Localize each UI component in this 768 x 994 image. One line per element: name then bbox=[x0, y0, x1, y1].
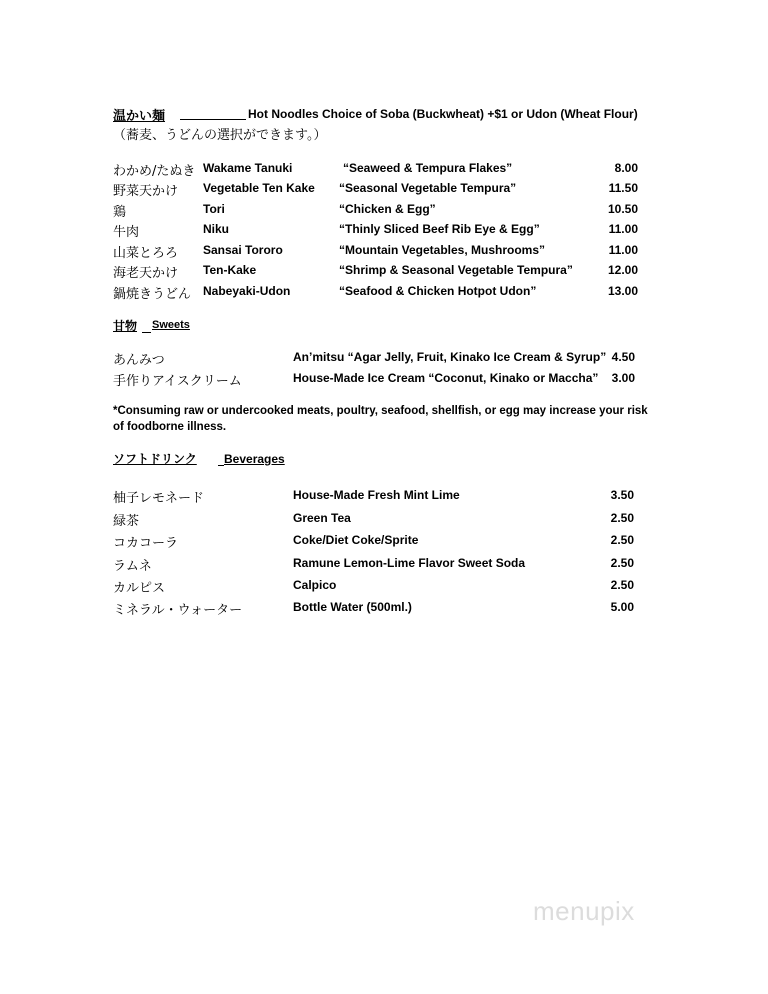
hot-noodles-title-jp: 温かい麺 bbox=[113, 109, 166, 124]
item-name: Calpico bbox=[293, 578, 337, 592]
item-name: Ramune Lemon-Lime Flavor Sweet Soda bbox=[293, 556, 526, 570]
item-price: 13.00 bbox=[607, 284, 638, 298]
item-price: 2.50 bbox=[610, 556, 634, 570]
item-jp: 柚子レモネード bbox=[113, 491, 205, 506]
item-name: Coke/Diet Coke/Sprite bbox=[293, 533, 419, 547]
item-jp: ラムネ bbox=[113, 559, 152, 574]
item-jp: ミネラル・ウォーター bbox=[113, 603, 243, 618]
item-jp: 牛肉 bbox=[113, 225, 140, 240]
item-desc: “Thinly Sliced Beef Rib Eye & Egg” bbox=[339, 222, 540, 236]
item-jp: 山菜とろろ bbox=[113, 246, 179, 261]
item-name: Tori bbox=[203, 202, 225, 216]
item-name: House-Made Fresh Mint Lime bbox=[293, 488, 460, 502]
item-desc: “Seasonal Vegetable Tempura” bbox=[339, 181, 517, 195]
item-price: 3.00 bbox=[611, 371, 635, 385]
item-name: Vegetable Ten Kake bbox=[203, 181, 315, 195]
item-desc: “Shrimp & Seasonal Vegetable Tempura” bbox=[339, 263, 573, 277]
beverages-title-en: Beverages bbox=[224, 452, 285, 466]
item-desc: “Seaweed & Tempura Flakes” bbox=[343, 161, 513, 175]
sweets-title-jp: 甘物 bbox=[113, 319, 138, 333]
item-price: 11.00 bbox=[608, 243, 638, 257]
item-price: 2.50 bbox=[610, 533, 634, 547]
item-name: Nabeyaki-Udon bbox=[203, 284, 291, 298]
item-jp: 手作りアイスクリーム bbox=[113, 374, 242, 389]
item-jp: 海老天かけ bbox=[113, 266, 179, 281]
item-name: Ten-Kake bbox=[203, 263, 257, 277]
item-price: 11.50 bbox=[608, 181, 638, 195]
item-text: An’mitsu “Agar Jelly, Fruit, Kinako Ice Cream & Syrup” bbox=[293, 350, 607, 364]
item-jp: わかめ/たぬき bbox=[113, 164, 196, 179]
item-name: Sansai Tororo bbox=[203, 243, 283, 257]
item-price: 5.00 bbox=[610, 600, 634, 614]
item-price: 2.50 bbox=[610, 578, 634, 592]
title-underline bbox=[142, 332, 151, 333]
item-jp: 野菜天かけ bbox=[113, 184, 179, 199]
hot-noodles-title-en: Hot Noodles Choice of Soba (Buckwheat) +$1 or Udon (Wheat Flour) bbox=[248, 107, 638, 121]
item-desc: “Mountain Vegetables, Mushrooms” bbox=[339, 243, 546, 257]
item-name: Green Tea bbox=[293, 511, 351, 525]
item-jp: 鍋焼きうどん bbox=[113, 287, 192, 302]
item-price: 10.50 bbox=[607, 202, 638, 216]
item-jp: あんみつ bbox=[113, 353, 165, 368]
item-text: House-Made Ice Cream “Coconut, Kinako or Maccha” bbox=[293, 371, 599, 385]
item-price: 8.00 bbox=[614, 161, 638, 175]
title-underline bbox=[180, 119, 246, 120]
beverages-title-jp: ソフトドリンク bbox=[113, 452, 197, 466]
item-jp: 緑茶 bbox=[113, 514, 140, 529]
item-price: 3.50 bbox=[610, 488, 634, 502]
item-name: Bottle Water (500ml.) bbox=[293, 600, 412, 614]
item-price: 12.00 bbox=[607, 263, 638, 277]
hot-noodles-subtitle-jp: （蕎麦、うどんの選択ができます。） bbox=[113, 128, 327, 143]
item-name: Niku bbox=[203, 222, 230, 236]
item-price: 4.50 bbox=[611, 350, 635, 364]
raw-food-notice: *Consuming raw or undercooked meats, poultry, seafood, shellfish, or egg may increase your risk of foodborne illness. bbox=[113, 405, 648, 433]
item-name: Wakame Tanuki bbox=[203, 161, 293, 175]
item-jp: 鶏 bbox=[113, 205, 127, 220]
item-jp: コカコーラ bbox=[113, 536, 179, 551]
menupix-watermark: menupix bbox=[533, 896, 635, 926]
sweets-title-en: Sweets bbox=[152, 319, 190, 331]
item-price: 11.00 bbox=[608, 222, 638, 236]
item-price: 2.50 bbox=[610, 511, 634, 525]
item-desc: “Seafood & Chicken Hotpot Udon” bbox=[339, 284, 537, 298]
item-jp: カルピス bbox=[113, 581, 166, 596]
item-desc: “Chicken & Egg” bbox=[339, 202, 436, 216]
